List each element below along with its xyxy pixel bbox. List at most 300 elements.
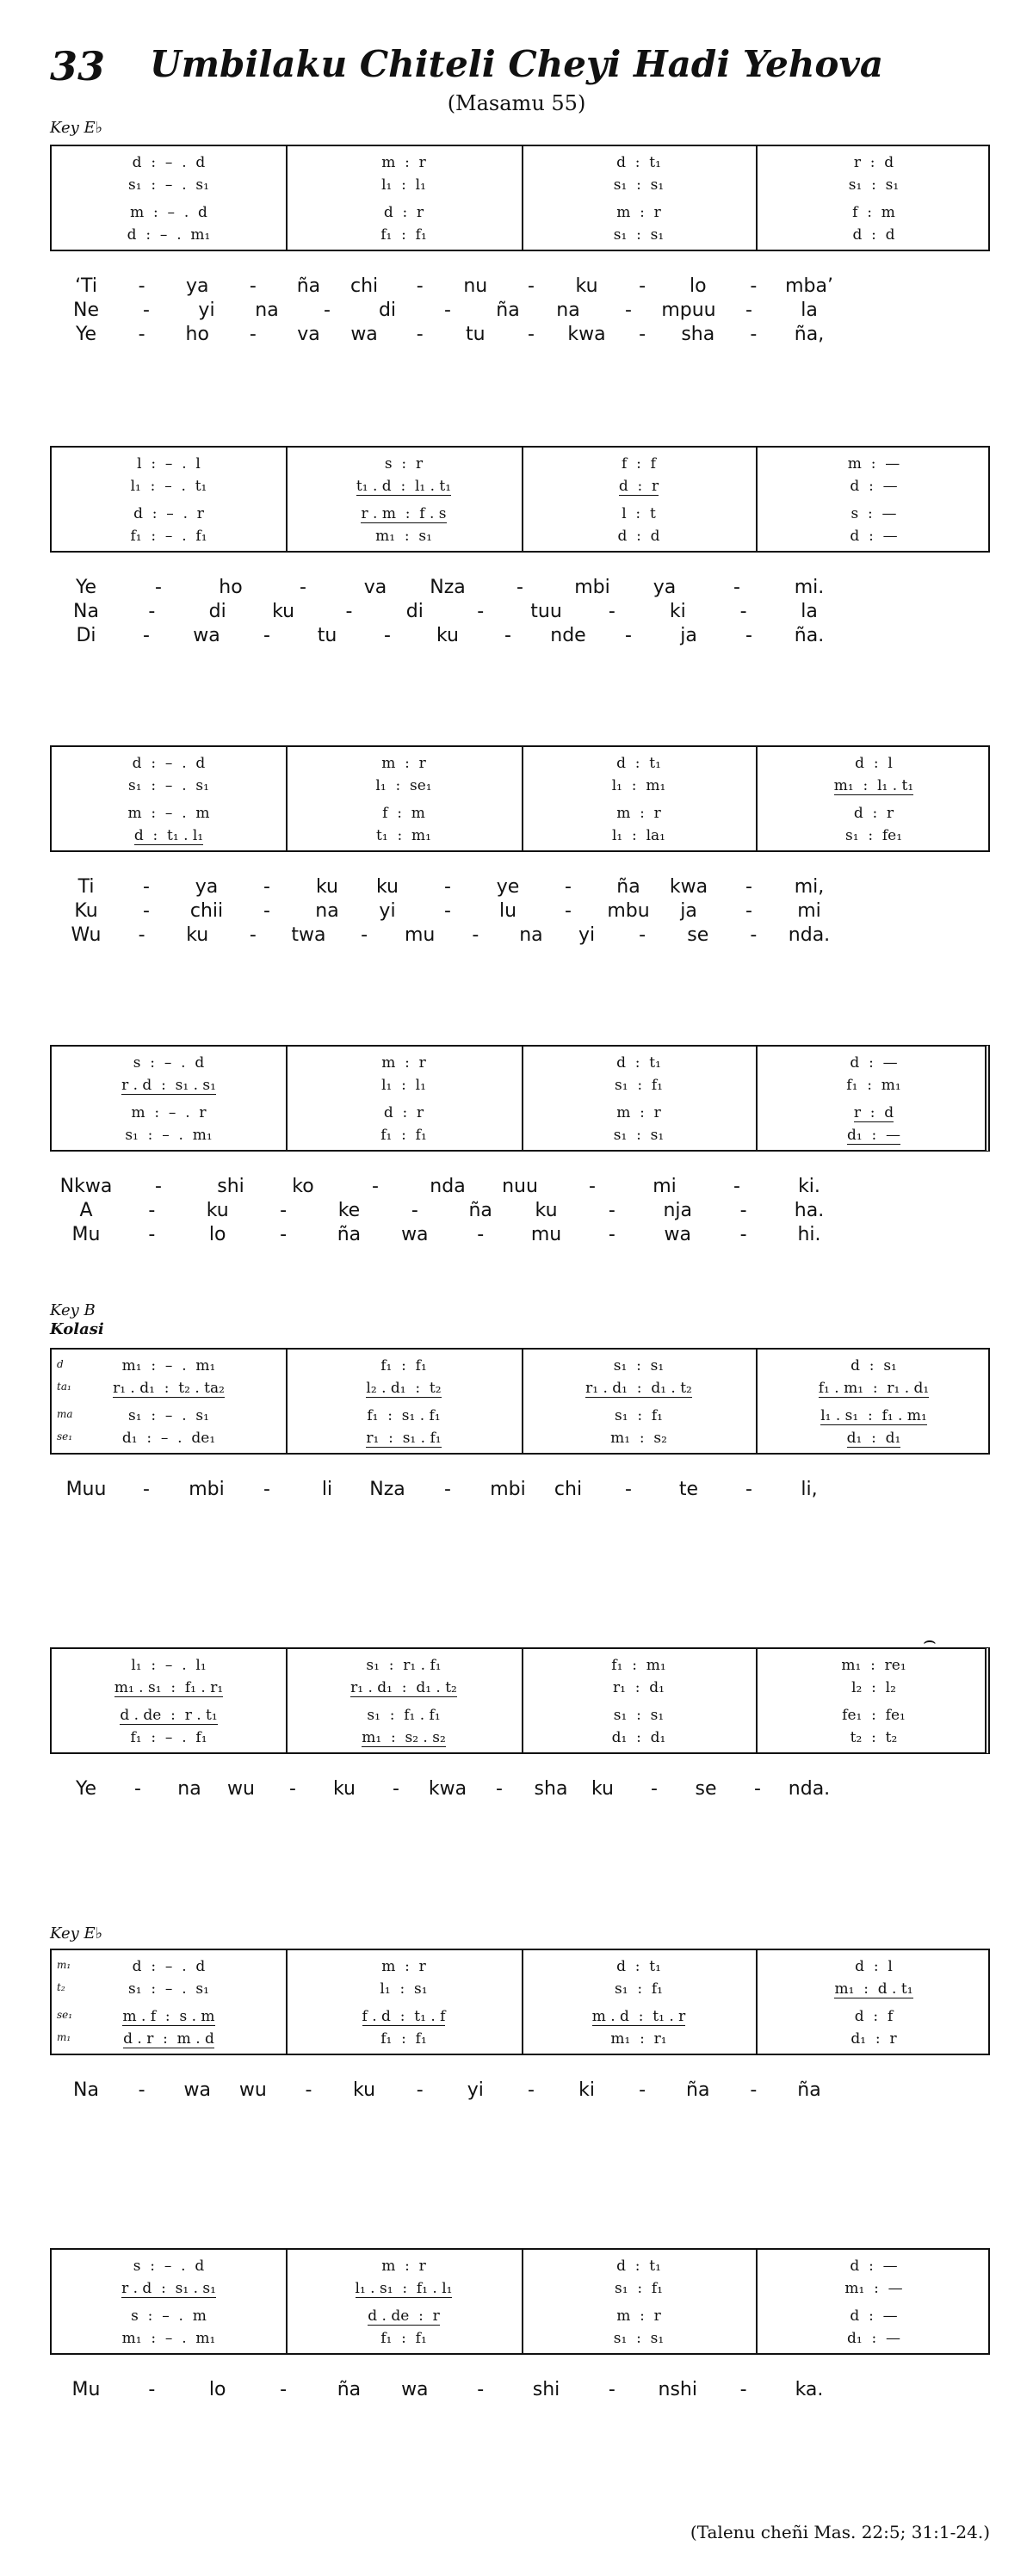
measure-cell — [773, 504, 974, 523]
lyric-syllable: ku — [332, 1778, 356, 1800]
measure-cell — [539, 1656, 739, 1675]
syllable-hyphen: - — [249, 324, 257, 345]
syllable-hyphen: - — [739, 2379, 747, 2400]
measure-cell — [303, 1980, 504, 1998]
lyric-syllable: mi. — [794, 577, 825, 598]
solfa-notes: d : — — [850, 2258, 898, 2275]
solfa-notes: d : t₁ — [616, 755, 661, 772]
lyric-syllable: ña — [797, 2079, 821, 2101]
measure-cell — [539, 454, 739, 473]
solfa-notes: l₂ . d₁ : t₂ — [366, 1380, 442, 1397]
solfa-notes: d . de : r — [368, 2307, 440, 2325]
measure-cell — [303, 2307, 504, 2326]
barline — [756, 1047, 758, 1150]
solfa-notes: s : – . d — [133, 1054, 205, 1072]
lyric-syllable: la — [801, 300, 818, 321]
solfa-notes: m₁ : – . m₁ — [121, 1357, 216, 1374]
solfa-notes: s₁ : s₁ — [613, 1127, 665, 1144]
solfa-notes: l₁ : – . l₁ — [131, 1657, 207, 1674]
measure-cell — [539, 826, 739, 845]
solfa-notes: l₁ : – . t₁ — [130, 478, 207, 495]
syllable-hyphen: - — [477, 601, 485, 622]
key-sublabel-kolasi: Kolasi — [50, 1320, 104, 1338]
solfa-notes: m : — — [847, 455, 900, 473]
lyric-syllable: ku — [535, 1200, 558, 1221]
lyric-syllable: nde — [550, 625, 586, 646]
solfa-notes: s₁ : – . s₁ — [128, 1407, 209, 1424]
measure-cell — [539, 1076, 739, 1095]
syllable-hyphen: - — [393, 1778, 399, 1800]
lyric-syllable: yi — [467, 2079, 484, 2101]
lyric-syllable: Nza — [430, 577, 466, 598]
solfa-notes: f . d : t₁ . f — [362, 2008, 446, 2025]
measure-cell — [539, 1957, 739, 1976]
lyric-syllable: sha — [534, 1778, 568, 1800]
lyric-syllable: di — [378, 300, 397, 321]
measure-cell — [539, 2007, 739, 2026]
solfa-notes: m₁ : d . t₁ — [834, 1980, 913, 1998]
measure-cell — [773, 2329, 974, 2348]
solfa-notes: s₁ : r₁ . f₁ — [366, 1657, 442, 1674]
lyric-syllable: li — [321, 1479, 333, 1500]
solfa-notes: d₁ : d₁ — [611, 1729, 666, 1746]
measure-cell — [539, 153, 739, 172]
syllable-hyphen: - — [639, 924, 646, 946]
solfa-notes: r₁ : s₁ . f₁ — [366, 1430, 442, 1447]
solfa-notes: l₁ : l₁ — [381, 1077, 426, 1094]
lyric-syllable: lo — [208, 1224, 226, 1245]
lyric-syllable: nda. — [788, 924, 831, 946]
lyric-syllable: ja — [680, 900, 697, 922]
measure-cell — [303, 527, 504, 546]
lyric-syllable: di — [405, 601, 424, 622]
solfa-notes: d : d — [852, 226, 895, 244]
solfa-notes: s₁ : – . s₁ — [128, 777, 209, 794]
syllable-hyphen: - — [263, 876, 270, 898]
lyric-syllable: li, — [801, 1479, 818, 1500]
solfa-notes: d : r — [618, 478, 659, 495]
measure-cell — [69, 776, 269, 795]
syllable-hyphen: - — [411, 1200, 418, 1221]
syllable-hyphen: - — [750, 2079, 758, 2101]
solfa-notes: d : t₁ — [616, 1958, 661, 1975]
solfa-notes: s₁ : s₁ — [613, 1707, 665, 1724]
measure-cell — [539, 1406, 739, 1425]
barline — [286, 1350, 288, 1453]
measure-cell — [69, 826, 269, 845]
measure-cell — [69, 2329, 269, 2348]
syllable-hyphen: - — [148, 1224, 156, 1245]
solfa-notes: d₁ : r — [851, 2030, 897, 2048]
voice-label: ma — [57, 1408, 73, 1420]
solfa-notes: r . d : s₁ . s₁ — [121, 2280, 216, 2297]
solfa-notes: f₁ : f₁ — [380, 1357, 427, 1374]
measure-cell — [773, 1406, 974, 1425]
voice-label: se₁ — [57, 2009, 73, 2021]
solfa-notes: m : r — [381, 755, 426, 772]
lyric-syllable: kwa — [428, 1778, 467, 1800]
measure-cell — [773, 2007, 974, 2026]
barline — [522, 1047, 523, 1150]
solfa-notes: s₁ : f₁ — [615, 2280, 663, 2297]
measure-cell — [539, 1706, 739, 1725]
measure-cell — [773, 754, 974, 773]
solfa-notes: d : t₁ — [616, 2258, 661, 2275]
solfa-notes: t₁ . d : l₁ . t₁ — [356, 478, 452, 495]
measure-cell — [69, 1429, 269, 1448]
measure-cell — [773, 1728, 974, 1747]
measure-cell — [303, 2329, 504, 2348]
lyric-syllable: nuu — [502, 1176, 538, 1197]
solfa-notes: m₁ : – . m₁ — [121, 2330, 216, 2347]
lyric-line — [0, 625, 1033, 649]
syllable-hyphen: - — [750, 324, 758, 345]
measure-cell — [69, 504, 269, 523]
lyric-syllable: na — [255, 300, 279, 321]
syllable-hyphen: - — [263, 625, 270, 646]
solfa-notes: l₁ : s₁ — [380, 1980, 428, 1998]
solfa-notes: f₁ : f₁ — [380, 2330, 427, 2347]
solfa-notes: s : — — [851, 505, 897, 522]
lyric-syllable: ña — [337, 2379, 362, 2400]
lyric-syllable: ku — [186, 924, 209, 946]
syllable-hyphen: - — [745, 876, 752, 898]
syllable-hyphen: - — [733, 1176, 740, 1197]
barline — [756, 2250, 758, 2353]
barline — [756, 1649, 758, 1752]
solfa-notes: s₁ : f₁ — [615, 1077, 663, 1094]
lyric-syllable: chi — [349, 275, 379, 297]
syllable-hyphen: - — [527, 275, 535, 297]
measure-cell — [69, 2279, 269, 2298]
measure-cell — [773, 1076, 974, 1095]
measure-cell — [303, 1076, 504, 1095]
syllable-hyphen: - — [138, 924, 145, 946]
measure-cell — [303, 225, 504, 244]
syllable-hyphen: - — [138, 324, 145, 345]
lyric-syllable: Na — [73, 2079, 99, 2101]
syllable-hyphen: - — [745, 1479, 752, 1500]
lyric-syllable: di — [208, 601, 226, 622]
barline — [522, 1649, 523, 1752]
lyric-syllable: ki — [669, 601, 686, 622]
measure-cell — [303, 1406, 504, 1425]
syllable-hyphen: - — [516, 577, 523, 598]
lyric-syllable: Ku — [74, 900, 98, 922]
lyric-line — [0, 1479, 1033, 1503]
syllable-hyphen: - — [565, 876, 572, 898]
syllable-hyphen: - — [263, 900, 270, 922]
syllable-hyphen: - — [249, 924, 257, 946]
lyric-syllable: ka. — [795, 2379, 824, 2400]
lyric-syllable: twa — [291, 924, 326, 946]
lyric-syllable: ku — [206, 1200, 229, 1221]
lyric-syllable: mi — [653, 1176, 677, 1197]
solfa-notes: m : r — [616, 1104, 661, 1121]
lyric-line — [0, 876, 1033, 900]
lyric-syllable: se — [687, 924, 709, 946]
solfa-notes: d : – . m₁ — [127, 226, 211, 244]
syllable-hyphen: - — [143, 625, 150, 646]
syllable-hyphen: - — [565, 900, 572, 922]
solfa-notes: s₁ : f₁ — [615, 1980, 663, 1998]
solfa-notes: d : — — [850, 478, 898, 495]
solfa-notes: l₁ : l₁ — [381, 176, 426, 194]
measure-cell — [773, 176, 974, 195]
syllable-hyphen: - — [289, 1778, 296, 1800]
measure-cell — [539, 2329, 739, 2348]
lyric-syllable: Nkwa — [59, 1176, 113, 1197]
measure-cell — [773, 153, 974, 172]
measure-cell — [303, 1957, 504, 1976]
measure-cell — [303, 2029, 504, 2048]
syllable-hyphen: - — [143, 900, 150, 922]
solfa-notes: d : – . d — [132, 755, 206, 772]
syllable-hyphen: - — [324, 300, 331, 321]
lyric-syllable: ja — [680, 625, 697, 646]
solfa-notes: r . m : f . s — [361, 505, 447, 522]
measure-cell — [773, 1656, 974, 1675]
measure-cell — [773, 1957, 974, 1976]
lyric-syllable: Wu — [71, 924, 102, 946]
solfa-notes: d : r — [383, 204, 424, 221]
measure-cell — [773, 1429, 974, 1448]
syllable-hyphen: - — [372, 1176, 379, 1197]
syllable-hyphen: - — [280, 2379, 288, 2400]
measure-cell — [303, 2279, 504, 2298]
solfa-notes: s₁ : s₁ — [613, 2330, 665, 2347]
measure-cell — [303, 1126, 504, 1145]
lyric-syllable: yi — [198, 300, 215, 321]
syllable-hyphen: - — [444, 1479, 451, 1500]
lyric-syllable: Muu — [65, 1479, 107, 1500]
solfa-notes: s : – . d — [133, 2258, 205, 2275]
solfa-notes: m₁ : l₁ . t₁ — [833, 777, 914, 794]
solfa-notes: t₁ : m₁ — [376, 827, 431, 844]
measure-cell — [69, 2307, 269, 2326]
lyric-syllable: lu — [498, 900, 517, 922]
measure-cell — [69, 477, 269, 496]
solfa-notes: m : r — [381, 2258, 426, 2275]
lyric-line — [0, 601, 1033, 625]
solfa-notes: r . d : s₁ . s₁ — [121, 1077, 216, 1094]
measure-cell — [773, 1980, 974, 1998]
syllable-hyphen: - — [416, 324, 424, 345]
syllable-hyphen: - — [733, 577, 740, 598]
syllable-hyphen: - — [444, 300, 451, 321]
syllable-hyphen: - — [138, 2079, 145, 2101]
syllable-hyphen: - — [608, 601, 615, 622]
solfa-notes: d : r — [853, 805, 894, 822]
solfa-notes: d . r : m . d — [123, 2030, 214, 2048]
lyric-syllable: Nza — [369, 1479, 405, 1500]
measure-cell — [539, 1379, 739, 1398]
barline — [522, 448, 523, 551]
syllable-hyphen: - — [155, 577, 162, 598]
lyric-syllable: ña. — [794, 625, 825, 646]
lyric-syllable: mi, — [794, 876, 825, 898]
measure-cell — [303, 203, 504, 222]
measure-cell — [773, 1053, 974, 1072]
lyric-syllable: sha — [681, 324, 715, 345]
lyric-line — [0, 275, 1033, 300]
measure-cell — [303, 2007, 504, 2026]
lyric-syllable: kwa — [669, 876, 708, 898]
syllable-hyphen: - — [639, 275, 646, 297]
solfa-notes: m . f : s . m — [122, 2008, 215, 2025]
syllable-hyphen: - — [504, 625, 511, 646]
barline — [522, 146, 523, 250]
measure-cell — [773, 2307, 974, 2326]
lyric-syllable: la — [801, 601, 818, 622]
solfa-notes: m₁ : — — [844, 2280, 903, 2297]
syllable-hyphen: - — [138, 275, 145, 297]
syllable-hyphen: - — [639, 324, 646, 345]
barline — [286, 1950, 288, 2054]
solfa-notes: l : t — [622, 505, 656, 522]
solfa-notes: d₁ : d₁ — [846, 1430, 901, 1447]
lyric-syllable: ya — [195, 876, 219, 898]
lyric-syllable: wu — [238, 2079, 267, 2101]
solfa-notes: t₂ : t₂ — [850, 1729, 898, 1746]
measure-cell — [69, 1053, 269, 1072]
solfa-notes: s₁ : f₁ — [615, 1407, 663, 1424]
lyric-syllable: ku — [272, 601, 295, 622]
solfa-notes: s₁ : s₁ — [613, 1357, 665, 1374]
barline — [756, 1350, 758, 1453]
lyric-syllable: wa — [401, 1224, 429, 1245]
measure-cell — [539, 2029, 739, 2048]
solfa-notes: s₁ : – . m₁ — [125, 1127, 213, 1144]
lyric-syllable: Na — [73, 601, 99, 622]
measure-cell — [69, 527, 269, 546]
lyric-line — [0, 1200, 1033, 1224]
lyric-syllable: yi — [578, 924, 596, 946]
lyric-syllable: wa — [350, 324, 378, 345]
measure-cell — [539, 477, 739, 496]
lyric-line — [0, 1176, 1033, 1200]
lyric-syllable: ya — [653, 577, 677, 598]
lyric-syllable: ku — [375, 876, 399, 898]
stave-8 — [50, 2248, 990, 2355]
measure-cell — [303, 153, 504, 172]
syllable-hyphen: - — [745, 300, 752, 321]
solfa-notes: l₁ : m₁ — [611, 777, 666, 794]
stave-2 — [50, 446, 990, 553]
barline — [756, 1950, 758, 2054]
solfa-notes: f₁ : – . f₁ — [130, 528, 207, 545]
syllable-hyphen: - — [384, 625, 391, 646]
lyric-line — [0, 577, 1033, 601]
solfa-notes: d : d — [617, 528, 660, 545]
lyric-syllable: mu — [530, 1224, 562, 1245]
solfa-notes: f₁ : f₁ — [380, 2030, 427, 2048]
lyric-syllable: se — [695, 1778, 717, 1800]
solfa-notes: d : l — [855, 1958, 893, 1975]
footer-reference: (Talenu cheñi Mas. 22:5; 31:1-24.) — [690, 2522, 990, 2542]
measure-cell — [773, 1103, 974, 1122]
measure-cell — [539, 1356, 739, 1375]
syllable-hyphen: - — [745, 625, 752, 646]
syllable-hyphen: - — [148, 601, 156, 622]
stave-1 — [50, 145, 990, 251]
barline — [286, 448, 288, 551]
measure-cell — [303, 776, 504, 795]
solfa-notes: s₁ : s₁ — [613, 226, 665, 244]
measure-cell — [539, 1053, 739, 1072]
syllable-hyphen: - — [416, 2079, 424, 2101]
lyric-line — [0, 924, 1033, 948]
lyric-syllable: wa — [401, 2379, 429, 2400]
solfa-notes: l₁ : se₁ — [375, 777, 432, 794]
barline — [286, 1047, 288, 1150]
measure-cell — [539, 1103, 739, 1122]
key-label-1: Key E♭ — [50, 119, 103, 137]
measure-cell — [69, 2007, 269, 2026]
lyric-syllable: va — [363, 577, 387, 598]
measure-cell — [69, 1678, 269, 1697]
measure-cell — [539, 2307, 739, 2326]
lyric-syllable: ha. — [794, 1200, 825, 1221]
voice-label: m₁ — [57, 2031, 71, 2043]
song-title: Umbilaku Chiteli Cheyi Hadi Yehova — [149, 43, 884, 85]
measure-cell — [303, 1678, 504, 1697]
lyric-syllable: na — [556, 300, 580, 321]
measure-cell — [773, 1379, 974, 1398]
solfa-notes: m₁ : s₁ — [375, 528, 432, 545]
measure-cell — [773, 477, 974, 496]
measure-cell — [69, 176, 269, 195]
solfa-notes: d : s₁ — [851, 1357, 897, 1374]
lyric-syllable: ña — [686, 2079, 710, 2101]
solfa-notes: m : r — [381, 1054, 426, 1072]
measure-cell — [303, 1728, 504, 1747]
lyric-syllable: ku — [353, 2079, 376, 2101]
measure-cell — [773, 203, 974, 222]
lyric-syllable: lo — [689, 275, 707, 297]
measure-cell — [773, 1706, 974, 1725]
song-number: 33 — [50, 43, 106, 90]
syllable-hyphen: - — [143, 876, 150, 898]
lyric-syllable: ki. — [798, 1176, 820, 1197]
measure-cell — [303, 454, 504, 473]
solfa-notes: d₁ : — — [846, 1127, 901, 1144]
syllable-hyphen: - — [745, 900, 752, 922]
measure-cell — [69, 2257, 269, 2276]
syllable-hyphen: - — [345, 601, 353, 622]
lyric-syllable: nshi — [658, 2379, 697, 2400]
solfa-notes: m : r — [381, 1958, 426, 1975]
measure-cell — [773, 1126, 974, 1145]
measure-cell — [539, 527, 739, 546]
measure-cell — [69, 1728, 269, 1747]
lyric-syllable: yi — [379, 900, 396, 922]
syllable-hyphen: - — [639, 2079, 646, 2101]
solfa-notes: d : f — [854, 2008, 894, 2025]
lyric-syllable: ‘Ti — [75, 275, 97, 297]
measure-cell — [69, 1656, 269, 1675]
syllable-hyphen: - — [148, 1200, 156, 1221]
lyric-syllable: Di — [76, 625, 96, 646]
measure-cell — [69, 1406, 269, 1425]
measure-cell — [773, 776, 974, 795]
solfa-notes: m : – . m — [127, 805, 210, 822]
syllable-hyphen: - — [754, 1778, 761, 1800]
measure-cell — [69, 1706, 269, 1725]
lyric-syllable: mi — [797, 900, 821, 922]
solfa-notes: m : r — [381, 154, 426, 171]
syllable-hyphen: - — [739, 1224, 747, 1245]
